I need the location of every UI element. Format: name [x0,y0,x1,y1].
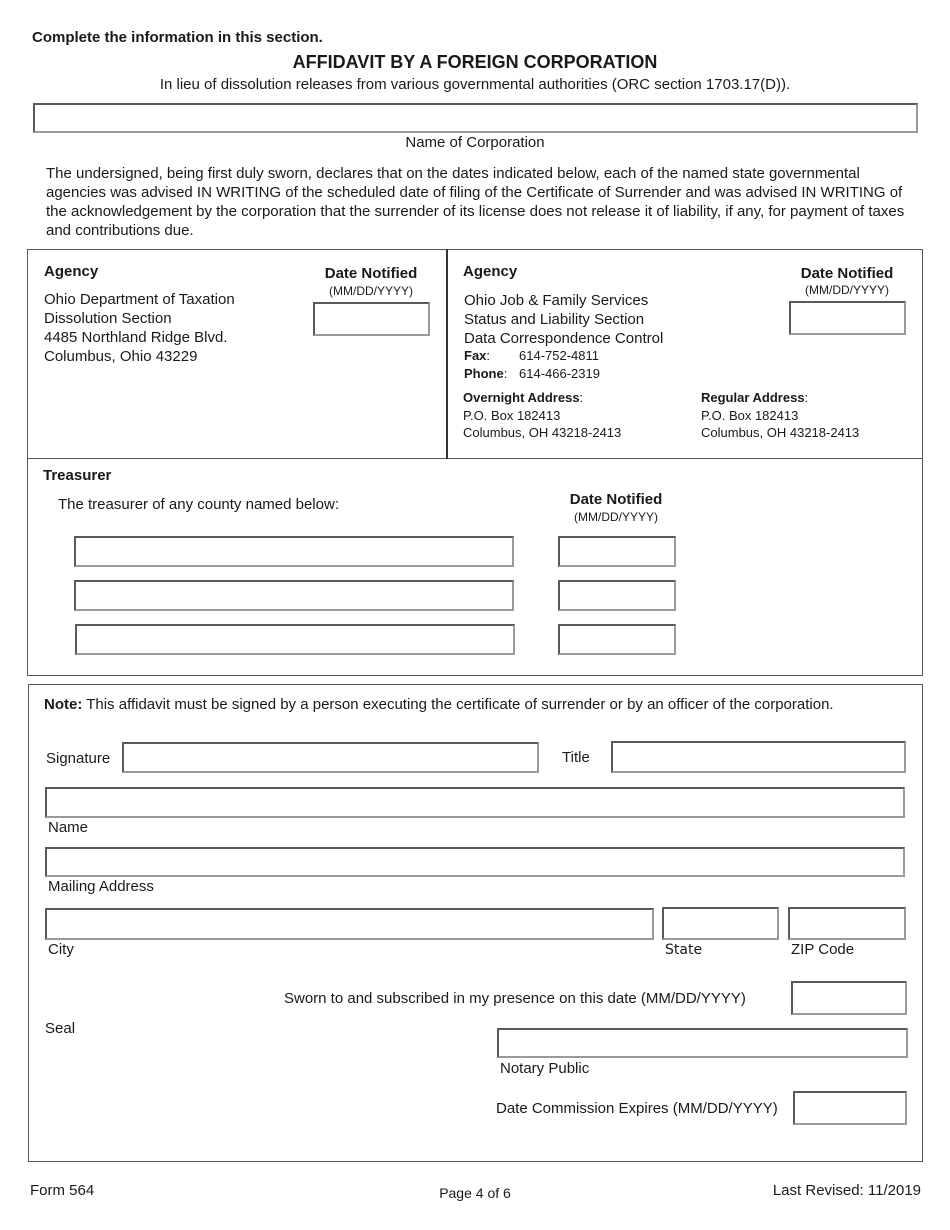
jfs-date-heading: Date Notified [800,265,894,282]
footer-last-revised: Last Revised: 11/2019 [772,1182,921,1199]
zip-label: ZIP Code [791,941,855,958]
name-label: Name [48,819,89,836]
state-input[interactable] [662,907,779,940]
regular-colon: : [804,390,809,405]
city-label: City [48,941,74,958]
signature-label: Signature [46,750,111,767]
overnight-colon: : [579,390,584,405]
jfs-line: Status and Liability Section [464,311,645,328]
overnight-line: Columbus, OH 43218-2413 [463,425,622,440]
name-input[interactable] [45,787,905,818]
corporation-name-label: Name of Corporation [405,134,545,151]
regular-label: Regular Address [701,390,805,405]
seal-label: Seal [45,1020,76,1037]
jfs-regular-address [701,389,859,442]
county-input-3[interactable] [75,624,515,655]
phone-value: 614-466-2319 [519,366,600,381]
county-date-input-1[interactable] [558,536,676,567]
county-date-input-2[interactable] [558,580,676,611]
fax-colon: : [486,348,491,363]
sworn-date-input[interactable] [791,981,907,1015]
section-instruction: Complete the information in this section. [32,29,323,46]
jfs-date-input[interactable] [789,301,906,335]
zip-input[interactable] [788,907,906,940]
mailing-address-input[interactable] [45,847,905,877]
sworn-label: Sworn to and subscribed in my presence on this date (MM/DD/YYYY) [284,990,746,1007]
footer-form-number: Form 564 [30,1182,95,1199]
taxation-line: Ohio Department of Taxation [44,291,235,308]
county-date-input-3[interactable] [558,624,676,655]
commission-expires-input[interactable] [793,1091,907,1125]
taxation-date-heading: Date Notified [324,265,418,282]
footer-page-number: Page 4 of 6 [439,1185,511,1201]
treasurer-date-heading: Date Notified [569,491,663,508]
overnight-line: P.O. Box 182413 [463,407,561,423]
fax-label: Fax [464,348,487,363]
jfs-line: Ohio Job & Family Services [464,292,649,309]
title-label: Title [562,749,590,766]
declaration-text: The undersigned, being first duly sworn, declares that on the dates indicated below, each of the named state governmental agencies was advised IN WRITING of the scheduled date of filing of the Certificate of Surrender and was advised IN WRITING of the acknowledgement by the corporation that the surrender of its license does not release it of liability, if any, for payment of taxes and contributions due. [46,165,905,239]
fax-value: 614-752-4811 [519,348,599,363]
taxation-line: Columbus, Ohio 43229 [44,348,198,365]
title-input[interactable] [611,741,906,773]
treasurer-description: The treasurer of any county named below: [58,496,339,513]
taxation-agency-heading: Agency [44,263,99,280]
form-title: AFFIDAVIT BY A FOREIGN CORPORATION [292,52,658,72]
county-input-1[interactable] [74,536,514,567]
phone-label: Phone [464,366,504,381]
mailing-address-label: Mailing Address [48,878,154,895]
treasurer-heading: Treasurer [43,467,112,484]
jfs-agency-heading: Agency [463,263,518,280]
form-subtitle: In lieu of dissolution releases from various governmental authorities (ORC section 1703.17(D)). [159,76,791,93]
overnight-label: Overnight Address [463,390,580,405]
signature-input[interactable] [122,742,539,773]
note-text: This affidavit must be signed by a person executing the certificate of surrender or by an officer of the corporation. [82,696,834,713]
jfs-overnight-address [463,389,621,442]
regular-line: Columbus, OH 43218-2413 [701,425,860,440]
treasurer-date-format: (MM/DD/YYYY) [574,510,658,524]
note-label: Note: [44,696,83,713]
jfs-fax [464,348,490,363]
county-input-2[interactable] [74,580,514,611]
phone-colon: : [503,366,508,381]
taxation-date-format: (MM/DD/YYYY) [329,284,413,298]
state-label: State [665,942,703,958]
taxation-line: 4485 Northland Ridge Blvd. [44,329,228,346]
regular-line: P.O. Box 182413 [701,407,799,423]
jfs-line: Data Correspondence Control [464,330,664,347]
city-input[interactable] [45,908,654,940]
notary-public-input[interactable] [497,1028,908,1058]
taxation-agency-address [44,290,235,366]
jfs-phone [464,366,507,381]
jfs-date-format: (MM/DD/YYYY) [805,283,889,297]
commission-expires-label: Date Commission Expires (MM/DD/YYYY) [496,1100,778,1117]
signature-note [44,696,834,713]
agency-divider [446,249,448,459]
corporation-name-input[interactable] [33,103,918,133]
jfs-agency-address [464,291,663,348]
taxation-line: Dissolution Section [44,310,172,327]
taxation-date-input[interactable] [313,302,430,336]
notary-public-label: Notary Public [500,1060,590,1077]
